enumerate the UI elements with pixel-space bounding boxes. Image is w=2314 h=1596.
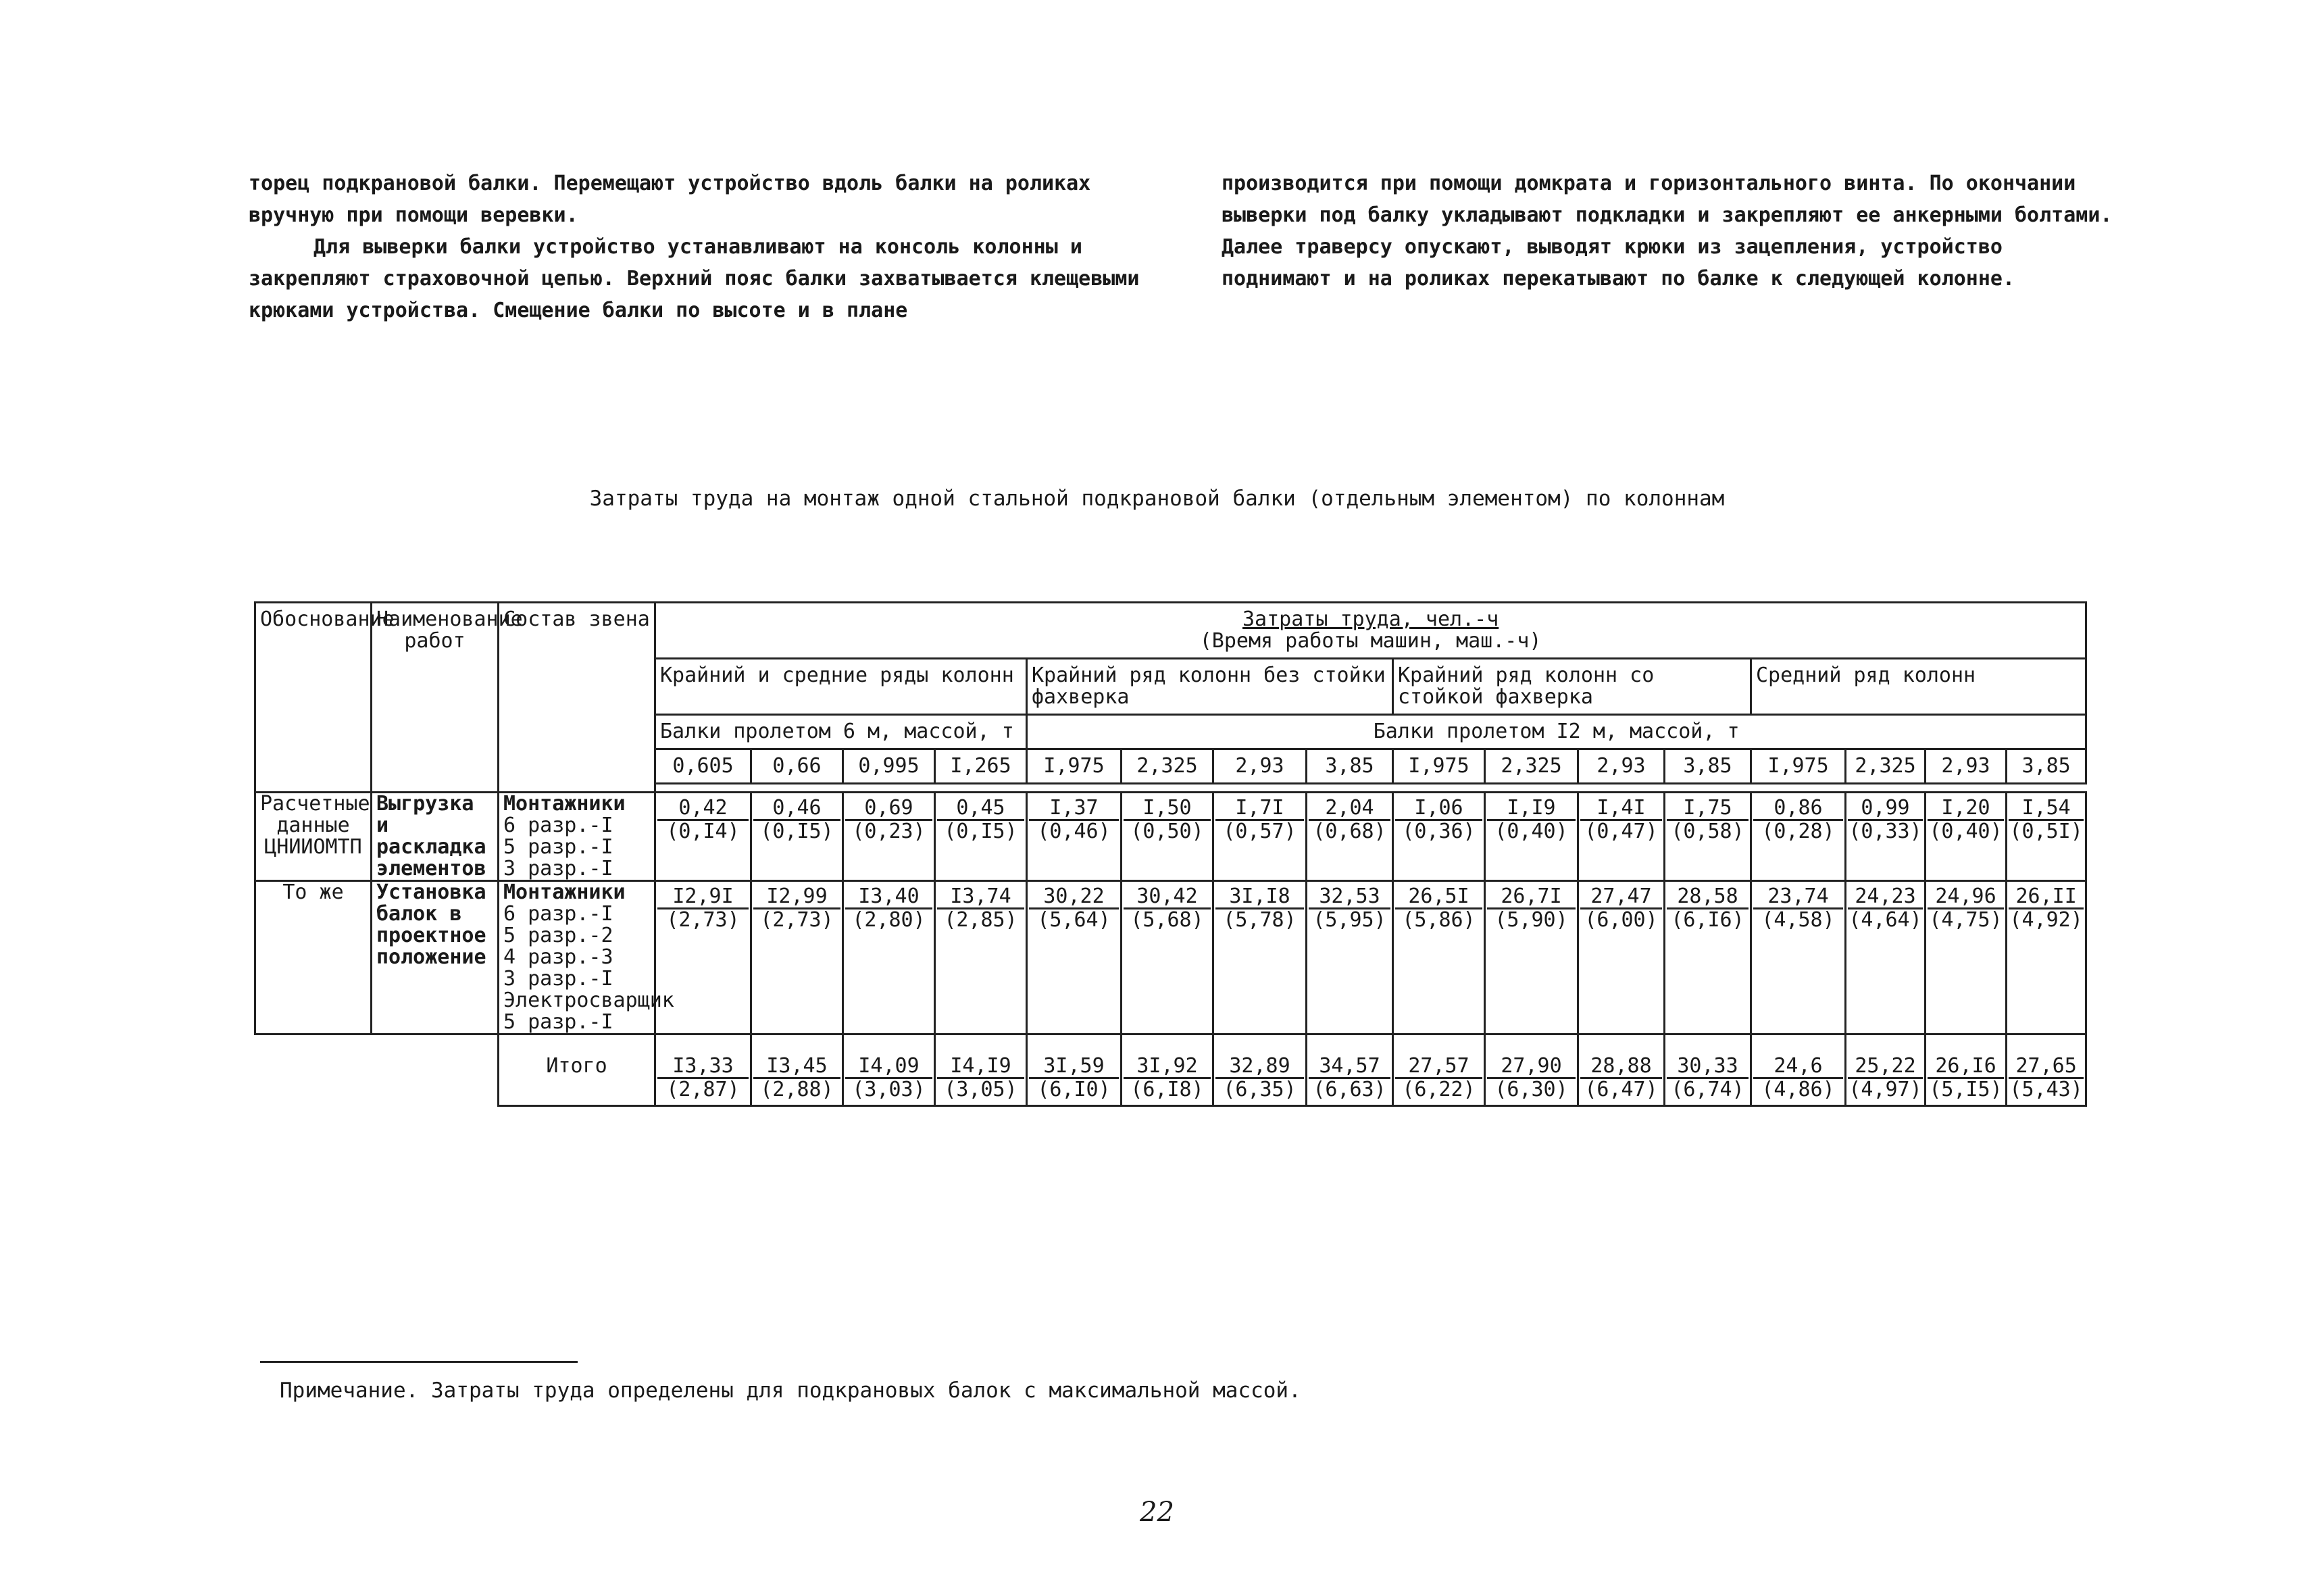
table-cell bbox=[1393, 793, 1485, 881]
cell-machine-time: (6,00) bbox=[1584, 908, 1658, 932]
header-labor-title: Затраты труда, чел.-ч bbox=[1242, 607, 1499, 631]
crew-line: Электросварщик bbox=[503, 989, 674, 1012]
cell-machine-time: (0,46) bbox=[1037, 820, 1111, 843]
cell-machine-time: (4,97) bbox=[1848, 1078, 1922, 1101]
crew-line: Монтажники bbox=[503, 880, 626, 904]
total-label: Итого bbox=[499, 1034, 655, 1106]
cell-labor: 27,90 bbox=[1487, 1055, 1576, 1079]
table-cell bbox=[1485, 881, 1578, 1034]
cell-machine-time: (4,86) bbox=[1761, 1078, 1835, 1101]
table-cell bbox=[1122, 881, 1213, 1034]
cell-machine-time: (0,50) bbox=[1130, 820, 1204, 843]
header-spacer bbox=[935, 784, 1027, 793]
header-group-4: Средний ряд колонн bbox=[1751, 659, 2086, 715]
header-mass: 2,325 bbox=[1846, 749, 1926, 784]
crew-line: 4 разр.-3 bbox=[503, 945, 613, 969]
header-spacer bbox=[1665, 784, 1751, 793]
table-cell bbox=[751, 881, 843, 1034]
cell-labor: 34,57 bbox=[1309, 1055, 1390, 1079]
cell-labor: I,06 bbox=[1395, 797, 1482, 821]
cell-labor: 0,99 bbox=[1848, 797, 1923, 821]
header-spacer bbox=[1213, 784, 1307, 793]
table-cell bbox=[2007, 1034, 2086, 1106]
cell-machine-time: (0,36) bbox=[1402, 820, 1476, 843]
cell-labor: 32,53 bbox=[1309, 886, 1390, 909]
table-cell bbox=[1578, 881, 1665, 1034]
cell-labor: 27,65 bbox=[2009, 1055, 2084, 1079]
header-mass: 2,325 bbox=[1485, 749, 1578, 784]
cell-labor: 23,74 bbox=[1753, 886, 1843, 909]
cell-labor: 30,42 bbox=[1124, 886, 1211, 909]
table-cell bbox=[2007, 881, 2086, 1034]
crew-line: Монтажники bbox=[503, 792, 626, 816]
header-basis: Обоснование bbox=[255, 603, 372, 793]
cell-machine-time: (6,22) bbox=[1402, 1078, 1476, 1101]
table-cell bbox=[1926, 1034, 2007, 1106]
header-spacer bbox=[1926, 784, 2007, 793]
table-cell bbox=[1393, 1034, 1485, 1106]
cell-machine-time: (0,47) bbox=[1584, 820, 1658, 843]
row-crew bbox=[499, 880, 674, 1034]
labor-table bbox=[254, 601, 2087, 1107]
labor-table-wrapper bbox=[254, 601, 2083, 1107]
cell-machine-time: (6,30) bbox=[1494, 1078, 1568, 1101]
header-mass: 3,85 bbox=[1307, 749, 1393, 784]
cell-labor: 26,5I bbox=[1395, 886, 1482, 909]
cell-labor: I,I9 bbox=[1487, 797, 1576, 821]
table-title: Затраты труда на монтаж одной стальной подкрановой балки (отдельным элементом) по колоннам bbox=[589, 487, 1725, 511]
cell-machine-time: (5,64) bbox=[1037, 908, 1111, 932]
footnote: Примечание. Затраты труда определены для подкрановых балок с максимальной массой. bbox=[280, 1378, 1301, 1403]
page-number: 22 bbox=[1140, 1497, 1174, 1528]
table-cell bbox=[655, 1034, 751, 1106]
right-paragraph-1: производится при помощи домкрата и горизонтального винта. По окончании выверки под балку укладывают подкладки и закрепляют ее анкерными болтами. Далее траверсу опускают, выводят крюки из зацепления, устройство поднимают и на роликах перекатывают по балке к следующей колонне. bbox=[1222, 172, 2113, 291]
table-cell bbox=[1846, 881, 1926, 1034]
total-empty bbox=[255, 1034, 372, 1106]
table-cell bbox=[1485, 793, 1578, 881]
cell-machine-time: (6,I6) bbox=[1671, 908, 1744, 932]
cell-labor: 3I,I8 bbox=[1215, 886, 1304, 909]
table-cell bbox=[1846, 1034, 1926, 1106]
header-spacer bbox=[1307, 784, 1393, 793]
table-total-row bbox=[255, 1034, 2086, 1106]
cell-machine-time: (0,68) bbox=[1313, 820, 1386, 843]
note-divider bbox=[260, 1361, 578, 1363]
table-cell bbox=[1751, 793, 1846, 881]
header-labor bbox=[655, 603, 2086, 659]
cell-machine-time: (4,64) bbox=[1848, 908, 1922, 932]
cell-machine-time: (3,03) bbox=[852, 1078, 926, 1101]
cell-labor: 24,23 bbox=[1848, 886, 1923, 909]
cell-machine-time: (0,33) bbox=[1848, 820, 1922, 843]
header-group-3: Крайний ряд колонн со стойкой фахверка bbox=[1393, 659, 1751, 715]
row-basis: Расчетные данные ЦНИИОМТП bbox=[255, 793, 372, 881]
crew-line: 5 разр.-2 bbox=[503, 924, 613, 947]
cell-machine-time: (6,74) bbox=[1671, 1078, 1744, 1101]
cell-labor: 0,46 bbox=[753, 797, 840, 821]
table-cell bbox=[1307, 1034, 1393, 1106]
table-cell bbox=[843, 1034, 935, 1106]
cell-machine-time: (4,92) bbox=[2009, 908, 2083, 932]
cell-labor: I,54 bbox=[2009, 797, 2084, 821]
cell-labor: I4,09 bbox=[845, 1055, 932, 1079]
cell-machine-time: (2,88) bbox=[760, 1078, 834, 1101]
cell-machine-time: (2,80) bbox=[852, 908, 926, 932]
table-row bbox=[255, 881, 2086, 1034]
cell-labor: I,50 bbox=[1124, 797, 1211, 821]
cell-labor: 30,33 bbox=[1667, 1055, 1749, 1079]
cell-machine-time: (0,I5) bbox=[760, 820, 834, 843]
table-cell bbox=[655, 793, 751, 881]
header-spacer bbox=[1846, 784, 1926, 793]
crew-line: 5 разр.-I bbox=[503, 835, 613, 859]
header-spacer bbox=[655, 784, 751, 793]
header-mass: 3,85 bbox=[2007, 749, 2086, 784]
header-mass: I,975 bbox=[1393, 749, 1485, 784]
header-spacer bbox=[1751, 784, 1846, 793]
table-cell bbox=[1926, 881, 2007, 1034]
header-labor-subtitle: (Время работы машин, маш.-ч) bbox=[1199, 629, 1542, 653]
cell-labor: 27,47 bbox=[1580, 886, 1662, 909]
crew-line: 6 разр.-I bbox=[503, 902, 613, 926]
cell-labor: I,75 bbox=[1667, 797, 1749, 821]
header-mass: 0,66 bbox=[751, 749, 843, 784]
header-spacer bbox=[1027, 784, 1122, 793]
table-cell bbox=[1926, 793, 2007, 881]
cell-labor: I,7I bbox=[1215, 797, 1304, 821]
cell-machine-time: (2,87) bbox=[666, 1078, 740, 1101]
table-cell bbox=[843, 881, 935, 1034]
cell-labor: 2,04 bbox=[1309, 797, 1390, 821]
left-text-column bbox=[249, 168, 1140, 326]
table-row bbox=[255, 793, 2086, 881]
cell-machine-time: (5,43) bbox=[2009, 1078, 2083, 1101]
cell-machine-time: (0,28) bbox=[1761, 820, 1835, 843]
cell-machine-time: (3,05) bbox=[944, 1078, 1017, 1101]
cell-machine-time: (4,75) bbox=[1929, 908, 2003, 932]
right-text-column bbox=[1222, 168, 2120, 295]
left-paragraph-2: Для выверки балки устройство устанавливают на консоль колонны и закрепляют страховочной цепью. Верхний пояс балки захватывается клещевыми крюками устройства. Смещение балки по высоте и в плане bbox=[249, 235, 1140, 322]
cell-labor: I3,74 bbox=[937, 886, 1024, 909]
cell-machine-time: (0,40) bbox=[1494, 820, 1568, 843]
total-empty bbox=[372, 1034, 499, 1106]
header-span-6m: Балки пролетом 6 м, массой, т bbox=[655, 715, 1027, 749]
row-work: Выгрузка и раскладка элементов bbox=[372, 793, 499, 881]
cell-labor: 3I,92 bbox=[1124, 1055, 1211, 1079]
header-spacer bbox=[843, 784, 935, 793]
labor-table-body bbox=[255, 603, 2086, 1106]
header-spacer bbox=[1485, 784, 1578, 793]
table-cell bbox=[1027, 793, 1122, 881]
cell-machine-time: (2,85) bbox=[944, 908, 1017, 932]
cell-machine-time: (6,I8) bbox=[1130, 1078, 1204, 1101]
header-mass: 2,93 bbox=[1213, 749, 1307, 784]
crew-line: 3 разр.-I bbox=[503, 967, 613, 991]
cell-labor: 3I,59 bbox=[1029, 1055, 1119, 1079]
table-cell bbox=[1307, 881, 1393, 1034]
table-cell bbox=[1122, 1034, 1213, 1106]
table-cell bbox=[1122, 793, 1213, 881]
table-cell bbox=[1665, 1034, 1751, 1106]
header-spacer bbox=[2007, 784, 2086, 793]
table-cell bbox=[1213, 793, 1307, 881]
table-cell bbox=[1307, 793, 1393, 881]
cell-machine-time: (6,35) bbox=[1223, 1078, 1297, 1101]
table-cell bbox=[1751, 881, 1846, 1034]
table-cell bbox=[1665, 881, 1751, 1034]
header-mass: I,975 bbox=[1751, 749, 1846, 784]
crew-line: 6 разр.-I bbox=[503, 814, 613, 837]
cell-machine-time: (0,40) bbox=[1929, 820, 2003, 843]
cell-machine-time: (2,73) bbox=[760, 908, 834, 932]
cell-machine-time: (6,47) bbox=[1584, 1078, 1658, 1101]
cell-machine-time: (0,23) bbox=[852, 820, 926, 843]
table-cell bbox=[2007, 793, 2086, 881]
cell-labor: 0,86 bbox=[1753, 797, 1843, 821]
row-crew bbox=[499, 793, 655, 881]
cell-labor: I,20 bbox=[1928, 797, 2004, 821]
cell-labor: I,4I bbox=[1580, 797, 1662, 821]
table-cell bbox=[1213, 1034, 1307, 1106]
cell-labor: 24,96 bbox=[1928, 886, 2004, 909]
cell-labor: 25,22 bbox=[1848, 1055, 1923, 1079]
table-cell bbox=[1027, 881, 1122, 1034]
cell-machine-time: (0,57) bbox=[1223, 820, 1297, 843]
header-mass: 2,93 bbox=[1578, 749, 1665, 784]
cell-labor: 28,58 bbox=[1667, 886, 1749, 909]
table-cell bbox=[1846, 793, 1926, 881]
header-work-name: Наименование работ bbox=[372, 603, 499, 793]
cell-labor: I3,33 bbox=[657, 1055, 749, 1079]
cell-machine-time: (6,I0) bbox=[1037, 1078, 1111, 1101]
cell-labor: 26,I6 bbox=[1928, 1055, 2004, 1079]
crew-line: 3 разр.-I bbox=[503, 857, 613, 880]
header-spacer bbox=[1578, 784, 1665, 793]
cell-machine-time: (0,58) bbox=[1671, 820, 1744, 843]
cell-machine-time: (0,I5) bbox=[944, 820, 1017, 843]
row-basis: То же bbox=[255, 881, 372, 1034]
cell-machine-time: (5,95) bbox=[1313, 908, 1386, 932]
cell-labor: I4,I9 bbox=[937, 1055, 1024, 1079]
table-cell bbox=[1393, 881, 1485, 1034]
header-mass: 3,85 bbox=[1665, 749, 1751, 784]
table-cell bbox=[1665, 793, 1751, 881]
cell-labor: I2,9I bbox=[657, 886, 749, 909]
header-group-1: Крайний и средние ряды колонн bbox=[655, 659, 1027, 715]
cell-labor: I,37 bbox=[1029, 797, 1119, 821]
header-mass: 2,93 bbox=[1926, 749, 2007, 784]
cell-labor: 30,22 bbox=[1029, 886, 1119, 909]
table-cell bbox=[843, 793, 935, 881]
header-mass: 0,995 bbox=[843, 749, 935, 784]
left-paragraph-1: торец подкрановой балки. Перемещают устройство вдоль балки на роликах вручную при помощи веревки. bbox=[249, 172, 1091, 227]
header-group-2: Крайний ряд колонн без стойки фахверка bbox=[1027, 659, 1393, 715]
cell-labor: 32,89 bbox=[1215, 1055, 1304, 1079]
header-crew: Состав звена bbox=[499, 603, 655, 793]
table-cell bbox=[1027, 1034, 1122, 1106]
table-cell bbox=[751, 793, 843, 881]
cell-machine-time: (4,58) bbox=[1761, 908, 1835, 932]
cell-labor: 0,42 bbox=[657, 797, 749, 821]
cell-machine-time: (5,I5) bbox=[1929, 1078, 2003, 1101]
table-cell bbox=[1213, 881, 1307, 1034]
cell-labor: 28,88 bbox=[1580, 1055, 1662, 1079]
cell-labor: 0,69 bbox=[845, 797, 932, 821]
cell-machine-time: (5,68) bbox=[1130, 908, 1204, 932]
table-cell bbox=[1578, 793, 1665, 881]
table-cell bbox=[935, 793, 1027, 881]
row-work: Установка балок в проектное положение bbox=[372, 881, 499, 1034]
cell-labor: 27,57 bbox=[1395, 1055, 1482, 1079]
cell-labor: 26,II bbox=[2009, 886, 2084, 909]
header-mass: 2,325 bbox=[1122, 749, 1213, 784]
cell-labor: I3,45 bbox=[753, 1055, 840, 1079]
table-cell bbox=[1485, 1034, 1578, 1106]
header-spacer bbox=[1393, 784, 1485, 793]
header-spacer bbox=[1122, 784, 1213, 793]
cell-labor: 0,45 bbox=[937, 797, 1024, 821]
cell-machine-time: (0,5I) bbox=[2009, 820, 2083, 843]
crew-line: 5 разр.-I bbox=[503, 1010, 613, 1034]
header-span-12m: Балки пролетом I2 м, массой, т bbox=[1027, 715, 2086, 749]
table-cell bbox=[935, 881, 1027, 1034]
header-spacer bbox=[751, 784, 843, 793]
header-mass: 0,605 bbox=[655, 749, 751, 784]
header-mass: I,975 bbox=[1027, 749, 1122, 784]
cell-machine-time: (5,78) bbox=[1223, 908, 1297, 932]
table-cell bbox=[751, 1034, 843, 1106]
cell-labor: 26,7I bbox=[1487, 886, 1576, 909]
header-mass: I,265 bbox=[935, 749, 1027, 784]
table-cell bbox=[935, 1034, 1027, 1106]
cell-machine-time: (5,86) bbox=[1402, 908, 1476, 932]
cell-machine-time: (2,73) bbox=[666, 908, 740, 932]
cell-labor: I2,99 bbox=[753, 886, 840, 909]
cell-labor: 24,6 bbox=[1753, 1055, 1843, 1079]
cell-machine-time: (5,90) bbox=[1494, 908, 1568, 932]
table-cell bbox=[1578, 1034, 1665, 1106]
cell-machine-time: (6,63) bbox=[1313, 1078, 1386, 1101]
cell-machine-time: (0,I4) bbox=[666, 820, 740, 843]
cell-labor: I3,40 bbox=[845, 886, 932, 909]
table-cell bbox=[1751, 1034, 1846, 1106]
